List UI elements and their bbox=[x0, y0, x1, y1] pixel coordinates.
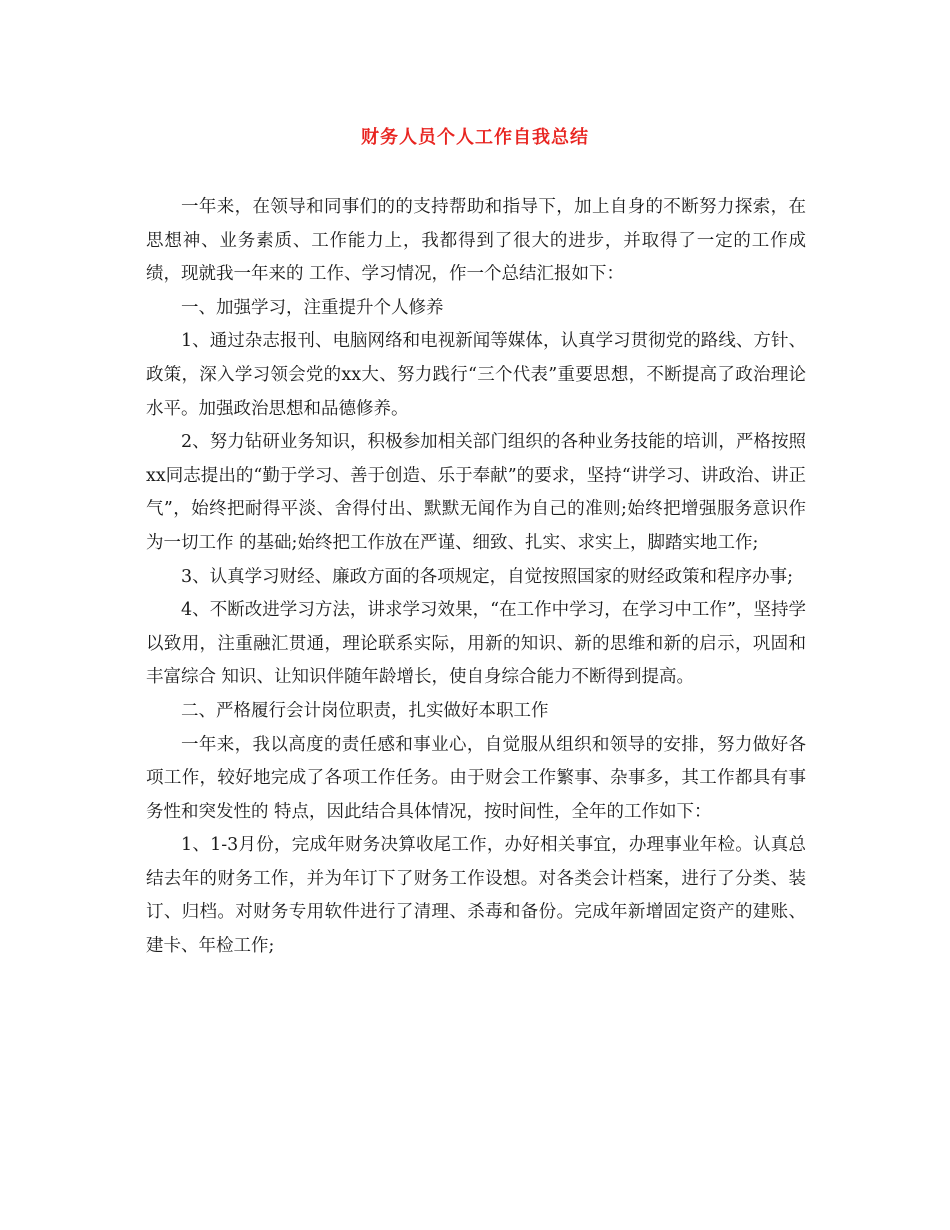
section-heading-1: 一、加强学习，注重提升个人修养 bbox=[181, 297, 444, 318]
paragraph-2-1: 1、1-3月份，完成年财务决算收尾工作，办好相关事宜，办理事业年检。认真总结去年的财务工作，并为年订下了财务工作设想。对各类会计档案，进行了分类、装订、归档。对财务专用软件进行了清理、杀毒和备份。完成年新增固定资产的建账、建卡、年检工作; bbox=[146, 835, 806, 957]
paragraph-2-intro: 一年来，我以高度的责任感和事业心，自觉服从组织和领导的安排，努力做好各项工作，较好地完成了各项工作任务。由于财会工作繁事、杂事多，其工作都具有事务性和突发性的 特点，因此结合具体情况，按时间性，全年的工作如下： bbox=[146, 734, 806, 822]
section-heading-2: 二、严格履行会计岗位职责，扎实做好本职工作 bbox=[181, 700, 549, 721]
paragraph-1-2: 2、努力钻研业务知识，积极参加相关部门组织的各种业务技能的培训，严格按照xx同志提出的“勤于学习、善于创造、乐于奉献”的要求，坚持“讲学习、讲政治、讲正气”，始终把耐得平淡、舍得付出、默默无闻作为自己的准则;始终把增强服务意识作为一切工作 的基础;始终把工作放在严谨、细致、扎实、求实上，脚踏实地工作; bbox=[146, 432, 806, 553]
paragraph-1-3: 3、认真学习财经、廉政方面的各项规定，自觉按照国家的财经政策和程序办事; bbox=[181, 566, 794, 587]
paragraph-1-4: 4、不断改进学习方法，讲求学习效果，“在工作中学习，在学习中工作”，坚持学以致用，注重融汇贯通，理论联系实际，用新的知识、新的思维和新的启示，巩固和丰富综合 知识、让知识伴随年龄增长，使自身综合能力不断得到提高。 bbox=[146, 600, 806, 688]
paragraph-intro: 一年来，在领导和同事们的的支持帮助和指导下，加上自身的不断努力探索，在思想神、业务素质、工作能力上，我都得到了很大的进步，并取得了一定的工作成绩，现就我一年来的 工作、学习情况，作一个总结汇报如下： bbox=[146, 197, 806, 285]
document-title: 财务人员个人工作自我总结 bbox=[361, 127, 589, 148]
paragraph-1-1: 1、通过杂志报刊、电脑网络和电视新闻等媒体，认真学习贯彻党的路线、方针、政策，深入学习领会党的xx大、努力践行“三个代表”重要思想，不断提高了政治理论水平。加强政治思想和品德修养。 bbox=[146, 331, 806, 419]
document-body bbox=[146, 191, 806, 964]
